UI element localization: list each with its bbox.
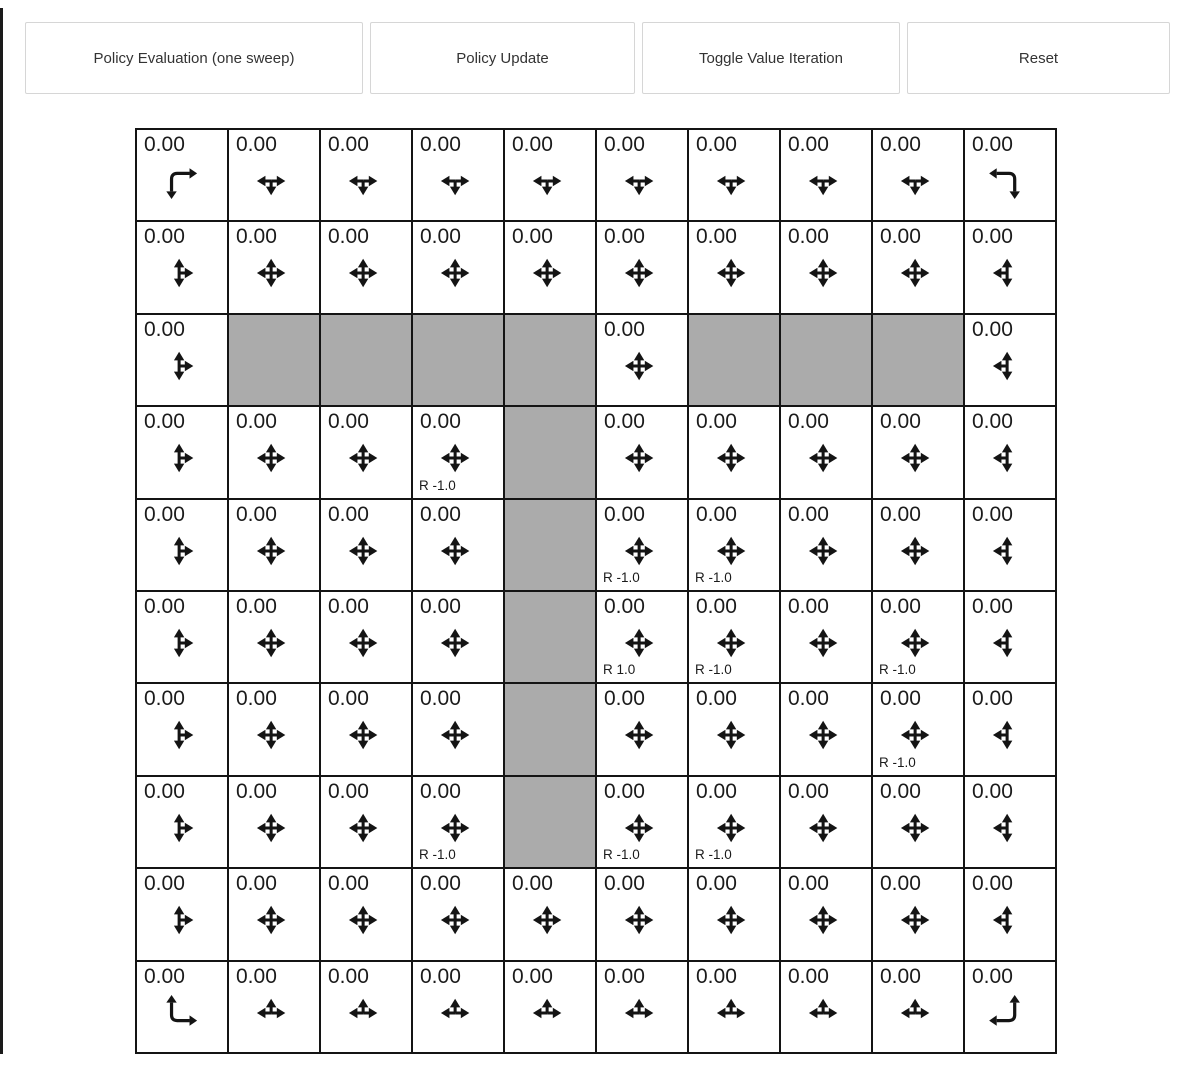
state-cell bbox=[780, 406, 872, 498]
state-cell bbox=[228, 406, 320, 498]
policy-arrow-icon bbox=[897, 625, 933, 661]
policy-arrow-icon bbox=[437, 625, 473, 661]
state-value: 0.00 bbox=[696, 133, 737, 156]
state-cell bbox=[136, 221, 228, 313]
policy-arrow-icon bbox=[989, 625, 1025, 661]
state-cell bbox=[596, 221, 688, 313]
state-cell bbox=[688, 683, 780, 775]
state-value: 0.00 bbox=[696, 779, 737, 803]
policy-arrow-icon bbox=[989, 348, 1025, 384]
reward-label: R -1.0 bbox=[419, 847, 456, 863]
policy-arrow-icon bbox=[897, 902, 933, 938]
policy-arrow-icon bbox=[529, 995, 565, 1031]
policy-arrow-icon bbox=[529, 255, 565, 291]
state-value: 0.00 bbox=[696, 225, 737, 249]
state-value: 0.00 bbox=[972, 133, 1013, 156]
policy-arrow-icon bbox=[713, 717, 749, 753]
state-value: 0.00 bbox=[144, 594, 185, 618]
policy-arrow-icon bbox=[253, 902, 289, 938]
policy-arrow-icon bbox=[437, 717, 473, 753]
state-cell bbox=[872, 683, 964, 775]
policy-arrow-icon bbox=[161, 995, 197, 1031]
policy-arrow-icon bbox=[345, 255, 381, 291]
state-cell bbox=[688, 221, 780, 313]
policy-arrow-icon bbox=[621, 810, 657, 846]
policy-arrow-icon bbox=[161, 348, 197, 384]
policy-arrow-icon bbox=[621, 255, 657, 291]
state-cell bbox=[964, 314, 1056, 406]
state-value: 0.00 bbox=[144, 317, 185, 341]
state-value: 0.00 bbox=[328, 779, 369, 803]
state-cell bbox=[780, 129, 872, 221]
reward-label: R -1.0 bbox=[879, 662, 916, 678]
policy-arrow-icon bbox=[621, 440, 657, 476]
wall-cell bbox=[228, 314, 320, 406]
state-cell bbox=[228, 776, 320, 868]
state-value: 0.00 bbox=[420, 133, 461, 156]
state-value: 0.00 bbox=[696, 872, 737, 896]
policy-arrow-icon bbox=[897, 533, 933, 569]
policy-arrow-icon bbox=[713, 902, 749, 938]
policy-arrow-icon bbox=[989, 902, 1025, 938]
state-value: 0.00 bbox=[420, 687, 461, 711]
state-cell bbox=[228, 961, 320, 1053]
state-value: 0.00 bbox=[880, 872, 921, 896]
state-value: 0.00 bbox=[880, 133, 921, 156]
state-value: 0.00 bbox=[972, 872, 1013, 896]
state-value: 0.00 bbox=[512, 964, 553, 988]
state-value: 0.00 bbox=[788, 779, 829, 803]
state-value: 0.00 bbox=[420, 594, 461, 618]
wall-cell bbox=[872, 314, 964, 406]
policy-arrow-icon bbox=[897, 717, 933, 753]
policy-arrow-icon bbox=[253, 440, 289, 476]
state-cell bbox=[136, 776, 228, 868]
policy-arrow-icon bbox=[989, 533, 1025, 569]
state-value: 0.00 bbox=[512, 225, 553, 249]
policy-arrow-icon bbox=[897, 810, 933, 846]
policy-arrow-icon bbox=[253, 255, 289, 291]
wall-cell bbox=[504, 314, 596, 406]
state-value: 0.00 bbox=[696, 687, 737, 711]
state-cell bbox=[964, 591, 1056, 683]
policy-arrow-icon bbox=[161, 717, 197, 753]
reward-label: R -1.0 bbox=[695, 847, 732, 863]
wall-cell bbox=[504, 406, 596, 498]
state-cell bbox=[964, 129, 1056, 221]
state-value: 0.00 bbox=[328, 502, 369, 526]
policy-arrow-icon bbox=[713, 163, 749, 199]
state-value: 0.00 bbox=[236, 502, 277, 526]
state-cell bbox=[136, 129, 228, 221]
policy-arrow-icon bbox=[621, 995, 657, 1031]
policy-arrow-icon bbox=[253, 810, 289, 846]
policy-arrow-icon bbox=[989, 717, 1025, 753]
state-cell bbox=[136, 683, 228, 775]
policy-arrow-icon bbox=[437, 440, 473, 476]
state-cell bbox=[320, 591, 412, 683]
state-value: 0.00 bbox=[972, 779, 1013, 803]
state-cell bbox=[596, 129, 688, 221]
state-cell bbox=[780, 683, 872, 775]
state-cell bbox=[688, 868, 780, 960]
policy-arrow-icon bbox=[161, 255, 197, 291]
state-value: 0.00 bbox=[788, 594, 829, 618]
policy-arrow-icon bbox=[621, 902, 657, 938]
state-cell bbox=[596, 961, 688, 1053]
reward-label: R -1.0 bbox=[419, 477, 456, 493]
state-value: 0.00 bbox=[328, 872, 369, 896]
state-value: 0.00 bbox=[880, 687, 921, 711]
state-cell bbox=[780, 221, 872, 313]
policy-arrow-icon bbox=[345, 625, 381, 661]
wall-cell bbox=[320, 314, 412, 406]
state-value: 0.00 bbox=[328, 964, 369, 988]
state-cell bbox=[320, 961, 412, 1053]
reward-label: R -1.0 bbox=[603, 847, 640, 863]
state-value: 0.00 bbox=[788, 225, 829, 249]
state-value: 0.00 bbox=[144, 872, 185, 896]
state-cell bbox=[596, 406, 688, 498]
policy-arrow-icon bbox=[437, 163, 473, 199]
policy-arrow-icon bbox=[437, 902, 473, 938]
wall-cell bbox=[688, 314, 780, 406]
policy-arrow-icon bbox=[713, 255, 749, 291]
state-value: 0.00 bbox=[236, 133, 277, 156]
state-cell bbox=[412, 776, 504, 868]
state-cell bbox=[780, 868, 872, 960]
policy-arrow-icon bbox=[161, 810, 197, 846]
state-value: 0.00 bbox=[880, 410, 921, 434]
policy-arrow-icon bbox=[253, 163, 289, 199]
state-value: 0.00 bbox=[972, 964, 1013, 988]
state-cell bbox=[320, 221, 412, 313]
state-value: 0.00 bbox=[328, 410, 369, 434]
policy-arrow-icon bbox=[621, 163, 657, 199]
state-value: 0.00 bbox=[880, 964, 921, 988]
state-value: 0.00 bbox=[696, 410, 737, 434]
policy-arrow-icon bbox=[161, 902, 197, 938]
state-value: 0.00 bbox=[236, 594, 277, 618]
policy-arrow-icon bbox=[897, 440, 933, 476]
reward-label: R -1.0 bbox=[879, 754, 916, 770]
state-cell bbox=[228, 129, 320, 221]
state-cell bbox=[872, 776, 964, 868]
state-value: 0.00 bbox=[328, 594, 369, 618]
state-cell bbox=[964, 221, 1056, 313]
state-value: 0.00 bbox=[788, 687, 829, 711]
state-cell bbox=[136, 499, 228, 591]
reward-label: R -1.0 bbox=[695, 569, 732, 585]
state-value: 0.00 bbox=[512, 872, 553, 896]
state-value: 0.00 bbox=[144, 225, 185, 249]
state-value: 0.00 bbox=[972, 317, 1013, 341]
state-value: 0.00 bbox=[420, 410, 461, 434]
state-cell bbox=[964, 499, 1056, 591]
state-value: 0.00 bbox=[880, 225, 921, 249]
state-cell bbox=[872, 129, 964, 221]
state-cell bbox=[136, 591, 228, 683]
state-value: 0.00 bbox=[420, 225, 461, 249]
state-cell bbox=[136, 868, 228, 960]
state-value: 0.00 bbox=[604, 872, 645, 896]
state-cell bbox=[596, 499, 688, 591]
state-value: 0.00 bbox=[236, 779, 277, 803]
state-cell bbox=[596, 683, 688, 775]
policy-arrow-icon bbox=[345, 163, 381, 199]
state-cell bbox=[872, 591, 964, 683]
state-cell bbox=[228, 221, 320, 313]
state-value: 0.00 bbox=[144, 687, 185, 711]
policy-arrow-icon bbox=[713, 995, 749, 1031]
state-value: 0.00 bbox=[236, 687, 277, 711]
state-cell bbox=[872, 868, 964, 960]
state-cell bbox=[780, 499, 872, 591]
state-value: 0.00 bbox=[880, 594, 921, 618]
state-value: 0.00 bbox=[604, 687, 645, 711]
state-cell bbox=[964, 868, 1056, 960]
state-value: 0.00 bbox=[236, 410, 277, 434]
state-cell bbox=[504, 129, 596, 221]
policy-arrow-icon bbox=[897, 163, 933, 199]
state-cell bbox=[872, 406, 964, 498]
state-cell bbox=[136, 406, 228, 498]
policy-arrow-icon bbox=[805, 533, 841, 569]
state-value: 0.00 bbox=[880, 779, 921, 803]
policy-arrow-icon bbox=[437, 533, 473, 569]
policy-arrow-icon bbox=[345, 440, 381, 476]
state-value: 0.00 bbox=[512, 133, 553, 156]
policy-arrow-icon bbox=[805, 255, 841, 291]
policy-arrow-icon bbox=[161, 625, 197, 661]
state-value: 0.00 bbox=[788, 410, 829, 434]
state-cell bbox=[320, 129, 412, 221]
state-value: 0.00 bbox=[420, 872, 461, 896]
state-value: 0.00 bbox=[604, 779, 645, 803]
state-cell bbox=[872, 499, 964, 591]
state-cell bbox=[688, 776, 780, 868]
policy-arrow-icon bbox=[345, 533, 381, 569]
policy-arrow-icon bbox=[621, 533, 657, 569]
state-value: 0.00 bbox=[144, 133, 185, 156]
state-cell bbox=[688, 129, 780, 221]
policy-arrow-icon bbox=[989, 440, 1025, 476]
policy-arrow-icon bbox=[621, 625, 657, 661]
state-cell bbox=[964, 683, 1056, 775]
state-cell bbox=[412, 683, 504, 775]
policy-arrow-icon bbox=[621, 348, 657, 384]
state-value: 0.00 bbox=[788, 502, 829, 526]
state-cell bbox=[596, 591, 688, 683]
state-value: 0.00 bbox=[604, 133, 645, 156]
window-left-border bbox=[0, 8, 3, 1054]
policy-arrow-icon bbox=[529, 163, 565, 199]
policy-arrow-icon bbox=[713, 625, 749, 661]
state-cell bbox=[320, 499, 412, 591]
state-cell bbox=[228, 499, 320, 591]
state-value: 0.00 bbox=[604, 964, 645, 988]
state-value: 0.00 bbox=[420, 502, 461, 526]
wall-cell bbox=[780, 314, 872, 406]
state-value: 0.00 bbox=[788, 964, 829, 988]
state-cell bbox=[504, 868, 596, 960]
state-value: 0.00 bbox=[788, 872, 829, 896]
state-cell bbox=[780, 591, 872, 683]
state-value: 0.00 bbox=[604, 594, 645, 618]
policy-arrow-icon bbox=[989, 995, 1025, 1031]
state-cell bbox=[320, 868, 412, 960]
policy-arrow-icon bbox=[437, 255, 473, 291]
state-value: 0.00 bbox=[328, 133, 369, 156]
state-value: 0.00 bbox=[788, 133, 829, 156]
state-value: 0.00 bbox=[880, 502, 921, 526]
policy-arrow-icon bbox=[897, 995, 933, 1031]
state-cell bbox=[688, 961, 780, 1053]
state-value: 0.00 bbox=[328, 687, 369, 711]
policy-arrow-icon bbox=[713, 810, 749, 846]
state-value: 0.00 bbox=[604, 225, 645, 249]
state-cell bbox=[412, 591, 504, 683]
policy-arrow-icon bbox=[161, 163, 197, 199]
reset-button[interactable]: Reset bbox=[907, 22, 1170, 94]
state-cell bbox=[504, 961, 596, 1053]
policy-arrow-icon bbox=[161, 440, 197, 476]
policy-evaluation-button[interactable]: Policy Evaluation (one sweep) bbox=[25, 22, 363, 94]
state-value: 0.00 bbox=[144, 502, 185, 526]
state-cell bbox=[964, 776, 1056, 868]
policy-arrow-icon bbox=[805, 995, 841, 1031]
wall-cell bbox=[504, 499, 596, 591]
state-cell bbox=[412, 961, 504, 1053]
policy-arrow-icon bbox=[989, 255, 1025, 291]
state-cell bbox=[228, 868, 320, 960]
policy-arrow-icon bbox=[713, 533, 749, 569]
state-cell bbox=[320, 406, 412, 498]
state-value: 0.00 bbox=[604, 502, 645, 526]
policy-arrow-icon bbox=[253, 717, 289, 753]
state-value: 0.00 bbox=[144, 964, 185, 988]
policy-arrow-icon bbox=[989, 810, 1025, 846]
state-cell bbox=[964, 406, 1056, 498]
state-value: 0.00 bbox=[972, 687, 1013, 711]
policy-arrow-icon bbox=[345, 995, 381, 1031]
toggle-value-iteration-button[interactable]: Toggle Value Iteration bbox=[642, 22, 900, 94]
state-value: 0.00 bbox=[144, 410, 185, 434]
policy-arrow-icon bbox=[805, 902, 841, 938]
state-value: 0.00 bbox=[144, 779, 185, 803]
state-cell bbox=[320, 683, 412, 775]
state-cell bbox=[412, 221, 504, 313]
state-value: 0.00 bbox=[236, 225, 277, 249]
state-value: 0.00 bbox=[696, 964, 737, 988]
policy-arrow-icon bbox=[437, 810, 473, 846]
state-value: 0.00 bbox=[696, 594, 737, 618]
state-value: 0.00 bbox=[236, 964, 277, 988]
policy-arrow-icon bbox=[621, 717, 657, 753]
wall-cell bbox=[504, 591, 596, 683]
policy-arrow-icon bbox=[805, 163, 841, 199]
state-cell bbox=[964, 961, 1056, 1053]
policy-arrow-icon bbox=[253, 533, 289, 569]
state-value: 0.00 bbox=[328, 225, 369, 249]
policy-arrow-icon bbox=[345, 810, 381, 846]
state-cell bbox=[872, 221, 964, 313]
toolbar bbox=[25, 22, 1170, 94]
policy-arrow-icon bbox=[345, 902, 381, 938]
state-cell bbox=[136, 314, 228, 406]
reward-label: R -1.0 bbox=[603, 569, 640, 585]
gridworld bbox=[135, 128, 1057, 1054]
state-value: 0.00 bbox=[972, 502, 1013, 526]
state-cell bbox=[596, 776, 688, 868]
policy-arrow-icon bbox=[805, 440, 841, 476]
state-cell bbox=[688, 591, 780, 683]
state-value: 0.00 bbox=[604, 317, 645, 341]
state-value: 0.00 bbox=[696, 502, 737, 526]
state-value: 0.00 bbox=[972, 225, 1013, 249]
policy-arrow-icon bbox=[713, 440, 749, 476]
policy-arrow-icon bbox=[529, 902, 565, 938]
policy-arrow-icon bbox=[805, 717, 841, 753]
state-cell bbox=[504, 221, 596, 313]
reward-label: R 1.0 bbox=[603, 662, 636, 678]
policy-arrow-icon bbox=[253, 625, 289, 661]
policy-arrow-icon bbox=[161, 533, 197, 569]
state-cell bbox=[412, 129, 504, 221]
policy-arrow-icon bbox=[805, 625, 841, 661]
policy-arrow-icon bbox=[345, 717, 381, 753]
state-cell bbox=[136, 961, 228, 1053]
state-value: 0.00 bbox=[604, 410, 645, 434]
state-value: 0.00 bbox=[420, 779, 461, 803]
state-cell bbox=[596, 314, 688, 406]
state-cell bbox=[780, 961, 872, 1053]
reward-label: R -1.0 bbox=[695, 662, 732, 678]
policy-arrow-icon bbox=[437, 995, 473, 1031]
state-value: 0.00 bbox=[972, 410, 1013, 434]
state-cell bbox=[688, 406, 780, 498]
state-cell bbox=[412, 499, 504, 591]
state-cell bbox=[320, 776, 412, 868]
policy-arrow-icon bbox=[805, 810, 841, 846]
state-cell bbox=[228, 683, 320, 775]
state-value: 0.00 bbox=[420, 964, 461, 988]
policy-update-button[interactable]: Policy Update bbox=[370, 22, 635, 94]
wall-cell bbox=[504, 776, 596, 868]
state-cell bbox=[412, 868, 504, 960]
state-cell bbox=[872, 961, 964, 1053]
policy-arrow-icon bbox=[253, 995, 289, 1031]
state-cell bbox=[228, 591, 320, 683]
state-value: 0.00 bbox=[236, 872, 277, 896]
state-cell bbox=[780, 776, 872, 868]
state-value: 0.00 bbox=[972, 594, 1013, 618]
state-cell bbox=[688, 499, 780, 591]
state-cell bbox=[412, 406, 504, 498]
policy-arrow-icon bbox=[989, 163, 1025, 199]
wall-cell bbox=[504, 683, 596, 775]
state-cell bbox=[596, 868, 688, 960]
wall-cell bbox=[412, 314, 504, 406]
policy-arrow-icon bbox=[897, 255, 933, 291]
